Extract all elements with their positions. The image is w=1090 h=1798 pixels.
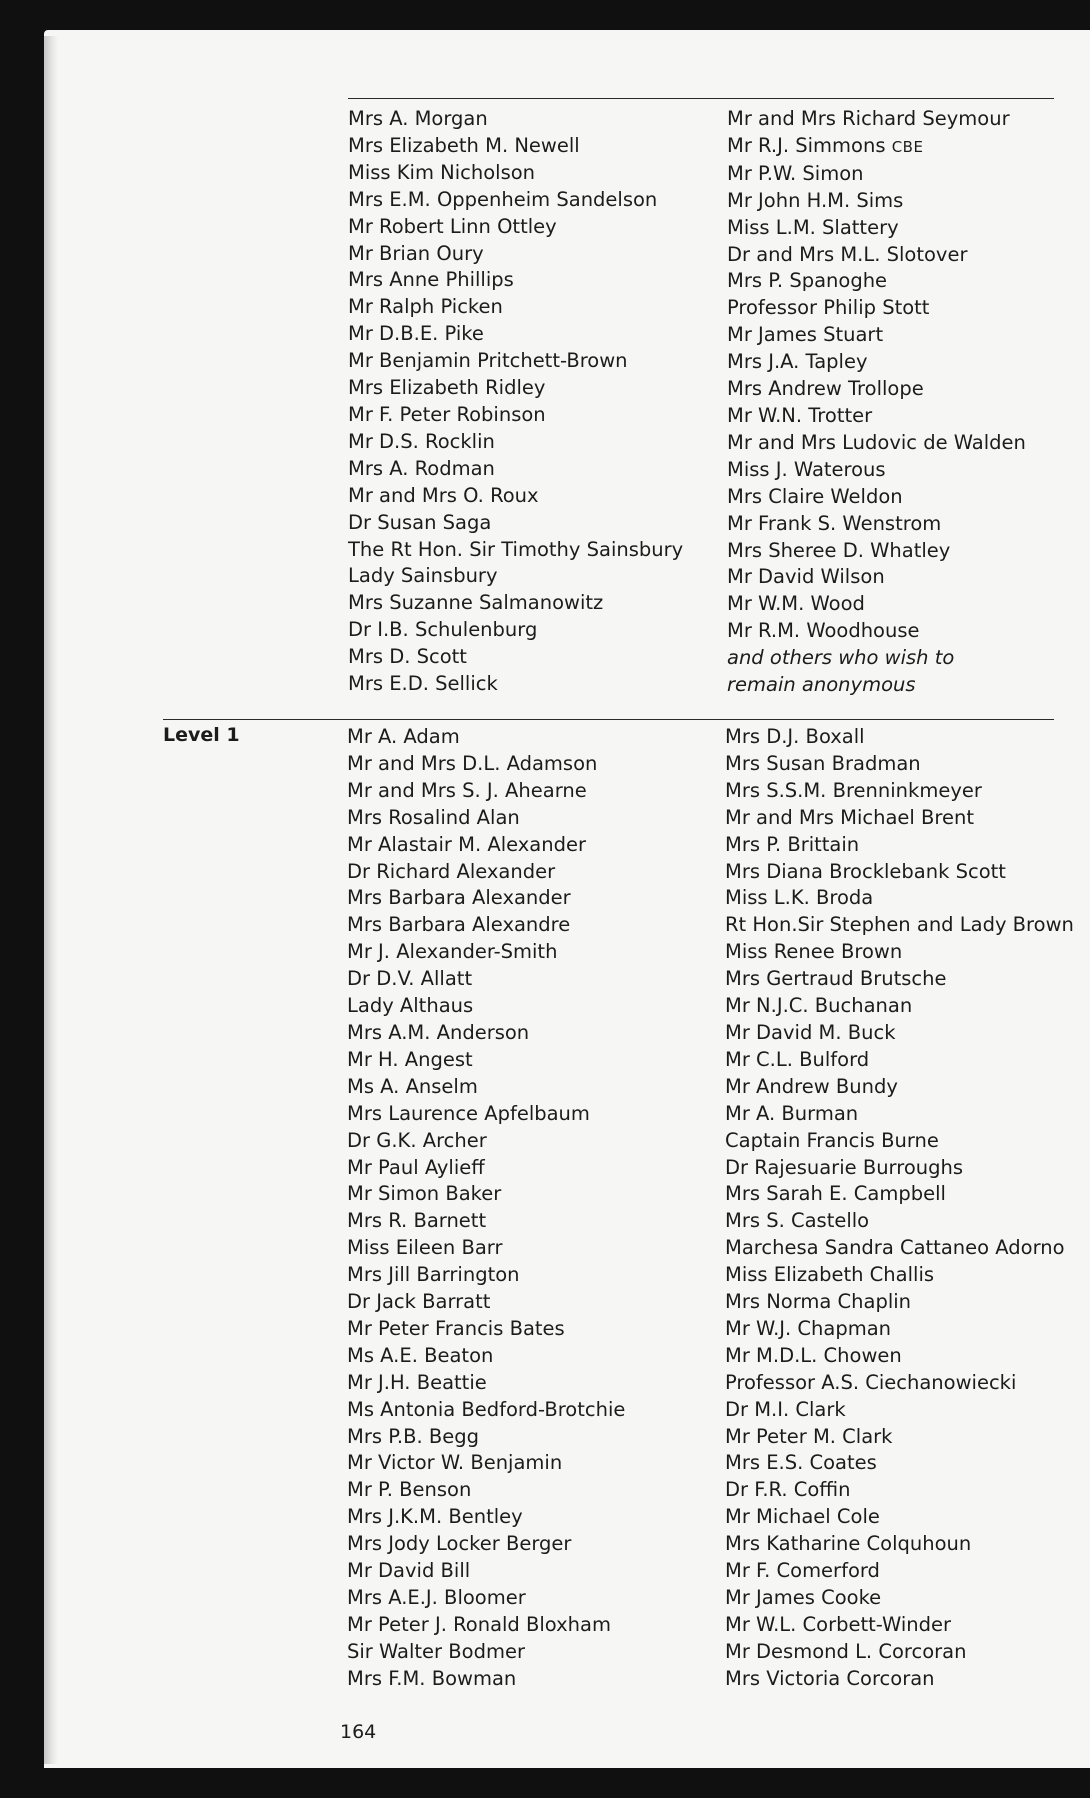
donor-name: Mr David M. Buck xyxy=(725,1020,896,1044)
donor-name: Mr Robert Linn Ottley xyxy=(348,214,557,238)
donor-name: Mr Frank S. Wenstrom xyxy=(727,511,942,535)
donor-name: Mr and Mrs D.L. Adamson xyxy=(347,751,598,775)
donor-name: Mr and Mrs S. J. Ahearne xyxy=(347,778,587,802)
donor-name: Mr Paul Aylieff xyxy=(347,1155,485,1179)
donor-name: Mr Benjamin Pritchett-Brown xyxy=(348,349,628,373)
donor-name: Mrs Jody Locker Berger xyxy=(347,1532,572,1556)
donor-name: Mrs F.M. Bowman xyxy=(347,1666,517,1690)
donor-name: Mr Ralph Picken xyxy=(348,295,503,319)
donor-name: Miss Eileen Barr xyxy=(347,1236,503,1260)
donor-name: Mr W.L. Corbett-Winder xyxy=(725,1612,952,1636)
honour-suffix: CBE xyxy=(891,137,924,156)
donor-name: Mrs Andrew Trollope xyxy=(727,377,924,401)
donor-name: Mr Andrew Bundy xyxy=(725,1074,898,1098)
donor-name: Mr Simon Baker xyxy=(347,1182,502,1206)
donor-name: Mrs S.S.M. Brenninkmeyer xyxy=(725,778,982,802)
donor-name: Dr I.B. Schulenburg xyxy=(348,618,538,642)
page-edge-shadow xyxy=(44,36,58,1764)
donor-name: Miss Elizabeth Challis xyxy=(725,1263,935,1287)
donor-name: Mrs J.K.M. Bentley xyxy=(347,1505,523,1529)
donor-name: Miss Renee Brown xyxy=(725,940,903,964)
prev-section-column-2 xyxy=(727,106,1026,699)
donor-name: Mr W.N. Trotter xyxy=(727,403,873,427)
donor-name: Mr D.S. Rocklin xyxy=(348,429,495,453)
donor-name: Mr P. Benson xyxy=(347,1478,472,1502)
donor-name: Mrs E.S. Coates xyxy=(725,1451,877,1475)
donor-name: Mrs P. Brittain xyxy=(725,832,860,856)
donor-name: Lady Althaus xyxy=(347,994,474,1018)
donor-name: Mr David Wilson xyxy=(727,565,885,589)
donor-name: Mr R.M. Woodhouse xyxy=(727,619,920,643)
donor-name: Professor A.S. Ciechanowiecki xyxy=(725,1370,1017,1394)
page-number: 164 xyxy=(340,1721,377,1743)
donor-name: Mrs Suzanne Salmanowitz xyxy=(348,591,604,615)
donor-name: Mrs P.B. Begg xyxy=(347,1424,480,1448)
donor-name: Mr Alastair M. Alexander xyxy=(347,832,587,856)
donor-name: Mrs A. Morgan xyxy=(348,107,488,130)
anonymous-note: and others who wish to xyxy=(727,646,955,670)
donor-name: Miss L.K. Broda xyxy=(725,886,874,910)
donor-name: Mr Peter Francis Bates xyxy=(347,1316,565,1340)
donor-name: Dr M.I. Clark xyxy=(725,1397,846,1421)
donor-name: Mr W.M. Wood xyxy=(727,592,865,616)
donor-name: Mr Brian Oury xyxy=(348,241,484,265)
donor-name: Dr Jack Barratt xyxy=(347,1290,491,1314)
donor-name: Mrs Victoria Corcoran xyxy=(725,1666,935,1690)
donor-name: Mrs Jill Barrington xyxy=(347,1263,520,1287)
donor-name: Mrs Elizabeth M. Newell xyxy=(348,133,580,157)
donor-name: Mrs Katharine Colquhoun xyxy=(725,1532,972,1556)
top-rule xyxy=(348,98,1054,99)
donor-name: Mrs Laurence Apfelbaum xyxy=(347,1101,590,1125)
donor-name: Mr H. Angest xyxy=(347,1047,473,1071)
donor-name: Mr and Mrs Richard Seymour xyxy=(727,107,1010,130)
donor-name: Mrs Susan Bradman xyxy=(725,751,921,775)
donor-name: Mrs Sarah E. Campbell xyxy=(725,1182,946,1206)
level-1-heading: Level 1 xyxy=(163,724,240,746)
donor-name: Mrs A. Rodman xyxy=(348,456,495,480)
donor-name: Mr and Mrs Ludovic de Walden xyxy=(727,430,1026,454)
donor-name: Mrs Anne Phillips xyxy=(348,268,514,292)
donor-name: Mrs Sheree D. Whatley xyxy=(727,538,951,562)
donor-name: Professor Philip Stott xyxy=(727,296,930,320)
donor-name: Mrs Rosalind Alan xyxy=(347,805,520,829)
donor-name: Mr and Mrs O. Roux xyxy=(348,483,539,507)
donor-name: Ms Antonia Bedford-Brotchie xyxy=(347,1397,626,1421)
donor-name: Mrs Elizabeth Ridley xyxy=(348,376,546,400)
donor-name: Dr G.K. Archer xyxy=(347,1128,487,1152)
donor-name: Mr D.B.E. Pike xyxy=(348,322,484,346)
level-divider-rule xyxy=(163,719,1054,720)
donor-name: Mrs A.M. Anderson xyxy=(347,1020,530,1044)
donor-name: Mrs A.E.J. Bloomer xyxy=(347,1586,526,1609)
donor-name: Mrs Gertraud Brutsche xyxy=(725,967,947,991)
donor-name: Mr David Bill xyxy=(347,1559,471,1583)
donor-name-with-honour xyxy=(727,133,1026,161)
donor-name: Mr F. Peter Robinson xyxy=(348,402,546,426)
donor-name: Mrs Claire Weldon xyxy=(727,484,903,508)
level-1-column-1 xyxy=(347,724,625,1693)
donor-name: Marchesa Sandra Cattaneo Adorno xyxy=(725,1236,1065,1260)
donor-name: Mrs Diana Brocklebank Scott xyxy=(725,859,1006,883)
donor-name: Dr Richard Alexander xyxy=(347,859,556,883)
donor-name: Dr F.R. Coffin xyxy=(725,1478,851,1502)
donor-name: Mrs Norma Chaplin xyxy=(725,1290,912,1314)
donor-name: Mr M.D.L. Chowen xyxy=(725,1343,902,1367)
donor-name: Mrs E.D. Sellick xyxy=(348,672,498,696)
donor-name: Miss J. Waterous xyxy=(727,457,886,481)
level-1-column-2 xyxy=(725,724,1074,1693)
donor-name: Sir Walter Bodmer xyxy=(347,1639,525,1663)
donor-name: Mr Victor W. Benjamin xyxy=(347,1451,563,1475)
prev-section-column-1 xyxy=(348,106,683,698)
donor-name: Dr D.V. Allatt xyxy=(347,967,473,991)
donor-name: Lady Sainsbury xyxy=(348,564,498,588)
donor-name: Mrs P. Spanoghe xyxy=(727,269,888,293)
donor-name: Mr James Cooke xyxy=(725,1586,882,1609)
donor-name: Mr P.W. Simon xyxy=(727,161,864,185)
donor-name: Ms A. Anselm xyxy=(347,1074,478,1098)
donor-name: Mr J. Alexander-Smith xyxy=(347,940,558,964)
donor-name: Mr R.J. Simmons xyxy=(727,133,886,157)
donor-name: Mr Desmond L. Corcoran xyxy=(725,1639,967,1663)
donor-name: Dr Rajesuarie Burroughs xyxy=(725,1155,963,1179)
donor-name: Mr A. Adam xyxy=(347,725,460,748)
donor-name: Mr F. Comerford xyxy=(725,1559,880,1583)
donor-name: Mrs J.A. Tapley xyxy=(727,350,868,374)
donor-name: Mrs Barbara Alexander xyxy=(347,886,571,910)
donor-name: Mrs Barbara Alexandre xyxy=(347,913,571,937)
donor-name: Miss L.M. Slattery xyxy=(727,215,899,239)
donor-name: Mr James Stuart xyxy=(727,323,884,347)
donor-name: Mr Peter J. Ronald Bloxham xyxy=(347,1612,611,1636)
donor-name: Mrs D. Scott xyxy=(348,645,467,669)
donor-name: Ms A.E. Beaton xyxy=(347,1343,494,1367)
donor-name: Dr Susan Saga xyxy=(348,510,492,534)
donor-name: Mrs E.M. Oppenheim Sandelson xyxy=(348,187,658,211)
donor-name: The Rt Hon. Sir Timothy Sainsbury xyxy=(348,537,684,561)
anonymous-note: remain anonymous xyxy=(727,673,916,697)
donor-name: Mr John H.M. Sims xyxy=(727,188,904,212)
donor-name: Mrs D.J. Boxall xyxy=(725,725,865,748)
donor-name: Rt Hon.Sir Stephen and Lady Brown xyxy=(725,913,1074,937)
donor-name: Dr and Mrs M.L. Slotover xyxy=(727,242,968,266)
donor-name: Miss Kim Nicholson xyxy=(348,160,536,184)
donor-name: Mrs R. Barnett xyxy=(347,1209,487,1233)
donor-name: Mr and Mrs Michael Brent xyxy=(725,805,974,829)
donor-name: Captain Francis Burne xyxy=(725,1128,939,1152)
donor-name: Mr J.H. Beattie xyxy=(347,1370,487,1394)
donor-name: Mr Peter M. Clark xyxy=(725,1424,893,1448)
donor-name: Mrs S. Castello xyxy=(725,1209,870,1233)
donor-name: Mr W.J. Chapman xyxy=(725,1316,892,1340)
donor-name: Mr Michael Cole xyxy=(725,1505,880,1529)
donor-name: Mr N.J.C. Buchanan xyxy=(725,994,913,1018)
donor-name: Mr A. Burman xyxy=(725,1101,859,1125)
donor-name: Mr C.L. Bulford xyxy=(725,1047,870,1071)
